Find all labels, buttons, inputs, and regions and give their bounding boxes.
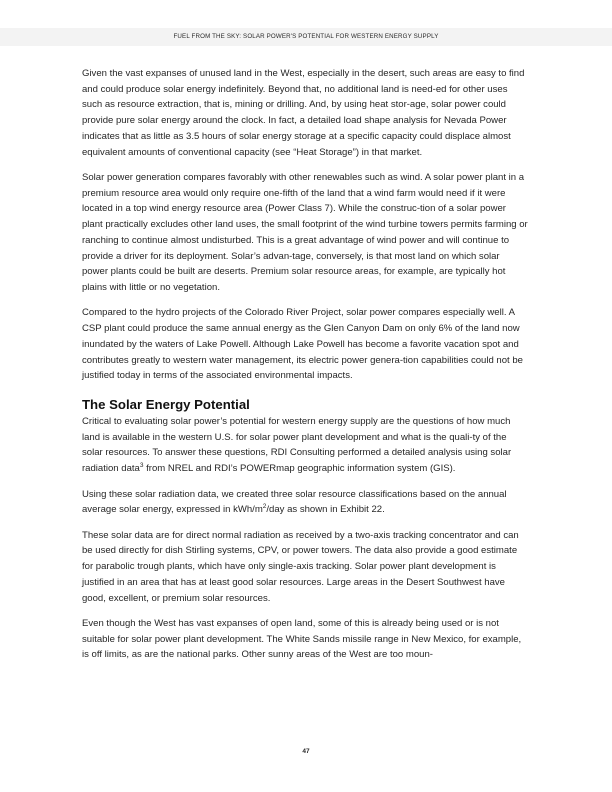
body-paragraph-7: Even though the West has vast expanses of open land, some of this is already being used or is not suitable for solar power plant development. The White Sands missile range in New Mexico, for example, is off limits, as are the national parks. Other sunny areas of the West are too moun- <box>82 618 522 661</box>
paragraph-5-text-start: Using these solar radiation data, we created three solar resource classifications based on the annual average solar energy, expressed in kWh/m <box>82 488 507 516</box>
body-paragraph-6: These solar data are for direct normal radiation as received by a two-axis tracking concentrator and can be used directly for dish Stirling systems, CPV, or power towers. The data also provide a good estimate for parabolic trough plants, which have only single-axis tracking. Solar power plant development is justified in an area that has at least good solar resources. Large areas in the Desert Southwest have good, excellent, or premium solar resources. <box>82 529 519 604</box>
footnote-reference: 3 <box>139 461 144 469</box>
main-content <box>82 66 528 732</box>
running-header <box>0 28 612 46</box>
body-paragraph-2: Solar power generation compares favorably with other renewables such as wind. A solar power plant in a premium resource area would only require one-fifth of the land that a wind farm would need if it were located in a top wind energy resource area (Power Class 7). While the construc-tion of a solar power plant practically excludes other land uses, the small footprint of the wind turbine towers permits farming or ranching to continue almost undisturbed. This is a great advantage of wind power and will continue to provide a driver for its deployment. Solar’s advan-tage, conversely, is that most land on which solar power plants could be built are deserts. Premium solar resource areas, for example, are typically hot plains with little or no vegetation. <box>82 172 528 293</box>
paragraph-4-text-end: from NREL and RDI’s POWERmap geographic information system (GIS). <box>143 463 456 475</box>
paragraph-5-text-end: /day as shown in Exhibit 22. <box>266 504 385 516</box>
body-paragraph-1: Given the vast expanses of unused land in the West, especially in the desert, such areas are easy to find and could produce solar energy indefinitely. Beyond that, no additional land is need-ed for other uses such as resource extraction, that is, mining or drilling. And, by using heat stor-age, solar power could provide pure solar energy around the clock. In fact, a detailed load shape analysis for Nevada Power indicates that as little as 3.5 hours of solar energy storage at a specific capacity could displace almost equivalent amounts of conventional capacity (see “Heat Storage”) in that market. <box>82 68 525 158</box>
body-paragraph-4 <box>82 414 528 477</box>
body-paragraph-5 <box>82 487 528 518</box>
unit-superscript: 2 <box>262 503 267 511</box>
paragraph-4-text-start: Critical to evaluating solar power’s potential for western energy supply are the questions of how much land is available in the western U.S. for solar power plant development and what is the quali-ty of the solar resources. To answer these questions, RDI Consulting performed a detailed analysis using solar radiation data <box>82 415 512 475</box>
body-paragraph-3: Compared to the hydro projects of the Colorado River Project, solar power compares especially well. A CSP plant could produce the same annual energy as the Glen Canyon Dam on only 6% of the land now inundated by the waters of Lake Powell. Although Lake Powell has become a favorite vacation spot and contributes greatly to western water management, its electric power genera-tion capabilities could not be justified today in terms of the associated environmental impacts. <box>82 307 523 382</box>
running-header-title: FUEL FROM THE SKY: SOLAR POWER'S POTENTIAL FOR WESTERN ENERGY SUPPLY <box>173 33 439 40</box>
page-number: 47 <box>302 748 310 755</box>
section-heading: The Solar Energy Potential <box>82 396 250 412</box>
